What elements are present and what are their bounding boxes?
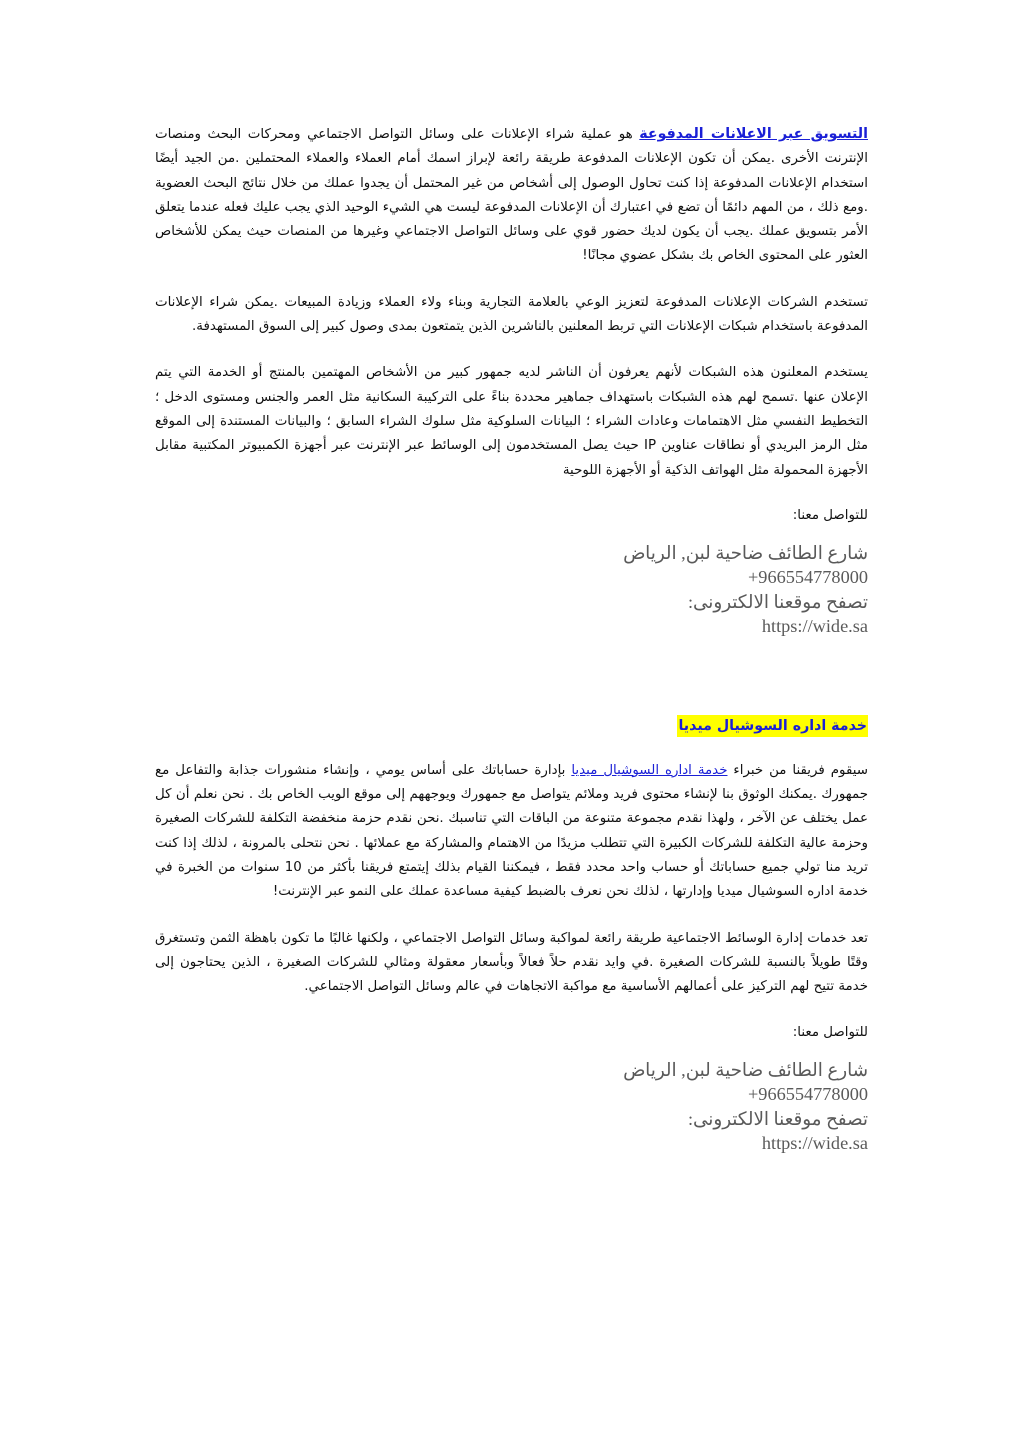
document-page xyxy=(155,122,868,1156)
paid-ads-usage-paragraph: تستخدم الشركات الإعلانات المدفوعة لتعزيز الوعي بالعلامة التجارية وبناء ولاء العملاء وزيادة المبيعات .يمكن شراء الإعلانات المدفوعة باستخدام شبكات الإعلانات التي تربط المعلنين بالناشرين الذين يتمتعون بمدى وصول كبير إلى السوق المستهدفة. xyxy=(155,294,868,335)
section-heading-wrap xyxy=(155,715,868,737)
social-media-link[interactable]: خدمة اداره السوشيال ميديا xyxy=(571,762,728,778)
intro-paragraph xyxy=(155,122,868,269)
contact-block xyxy=(155,541,868,639)
contact-phone-2: +966554778000 xyxy=(748,1084,868,1105)
contact-website-label-2: تصفح موقعنا الالكترونى: xyxy=(687,1108,868,1129)
contact-block-2 xyxy=(155,1058,868,1156)
paid-ads-link[interactable]: التسويق عبر الاعلانات المدفوعة xyxy=(639,126,868,142)
intro-paragraph-text: هو عملية شراء الإعلانات على وسائل التواصل الاجتماعي ومحركات البحث ومنصات الإنترنت الأخرى .يمكن أن تكون الإعلانات المدفوعة طريقة رائعة لإبراز اسمك أمام العملاء والعملاء المحتملين .من الجيد أيضًا استخدام الإعلانات المدفوعة إذا كنت تحاول الوصول إلى أشخاص من غير المحتمل أن يجدوا عملك من خلال نتائج البحث العضوية .ومع ذلك ، من المهم دائمًا أن تضع في اعتبارك أن الإعلانات المدفوعة ليست هي الشيء الوحيد الذي يجب عليك فعله عندما يتعلق الأمر بتسويق عملك .يجب أن يكون لديك حضور قوي على وسائل التواصل الاجتماعي وغيرها من المنصات حيث يمكن للأشخاص العثور على المحتوى الخاص بك بشكل عضوي مجانًا! xyxy=(155,127,868,264)
contact-label: للتواصل معنا: xyxy=(792,507,868,523)
social-media-paragraph-start: سيقوم فريقنا من خبراء xyxy=(727,762,868,778)
contact-website[interactable]: https://wide.sa xyxy=(761,616,868,637)
contact-label-2: للتواصل معنا: xyxy=(792,1024,868,1040)
social-media-paragraph xyxy=(155,759,868,905)
contact-website-2[interactable]: https://wide.sa xyxy=(761,1133,868,1154)
ad-networks-paragraph: يستخدم المعلنون هذه الشبكات لأنهم يعرفون أن الناشر لديه جمهور كبير من الأشخاص المهتمين بالمنتج أو الخدمة التي يتم الإعلان عنها .تسمح لهم هذه الشبكات باستهداف جماهير محددة بناءً على التركيبة السكانية مثل العمر والجنس ومستوى الدخل ؛ التخطيط النفسي مثل الاهتمامات وعادات الشراء ؛ البيانات السلوكية مثل سلوك الشراء السابق ؛ والبيانات المستندة إلى الموقع مثل الرمز البريدي أو نطاقات عناوين IP حيث يصل المستخدمون إلى الوسائط عبر الإنترنت عبر أجهزة الكمبيوتر المكتبية مقابل الأجهزة المحمولة مثل الهواتف الذكية أو الأجهزة اللوحية xyxy=(155,365,868,478)
social-media-services-paragraph: تعد خدمات إدارة الوسائط الاجتماعية طريقة رائعة لمواكبة وسائل التواصل الاجتماعي ، ولكنها غالبًا ما تكون باهظة الثمن وتستغرق وقتًا طويلاً بالنسبة للشركات الصغيرة .في وايد نقدم حلاً فعالاً وبأسعار معقولة ومثالي للشركات الصغيرة ، الذين يحتاجون إلى خدمة تتيح لهم التركيز على أعمالهم الأساسية مع مواكبة الاتجاهات في عالم وسائل التواصل الاجتماعي. xyxy=(155,930,868,995)
contact-address: شارع الطائف ضاحية لبن, الرياض xyxy=(623,542,868,563)
section-heading: خدمة اداره السوشيال ميديا xyxy=(677,715,868,737)
contact-website-label: تصفح موقعنا الالكترونى: xyxy=(687,591,868,612)
social-media-paragraph-text: بإدارة حساباتك على أساس يومي ، وإنشاء منشورات جذابة والتفاعل مع جمهورك .يمكنك الوثوق بنا لإنشاء محتوى فريد وملائم يتواصل مع جمهورك ويوجههم إلى موقع الويب الخاص بك . نحن نعلم أن كل عمل يختلف عن الآخر ، ولهذا نقدم مجموعة متنوعة من الباقات التي تناسبك .نحن نقدم حزمة منخفضة التكلفة للشركات الصغيرة وحزمة عالية التكلفة للشركات الكبيرة التي تتطلب مزيدًا من الاهتمام والمشاركة مع عملائها . نحن نتحلى بالمرونة ، لذلك إذا كنت تريد منا تولي جميع حساباتك أو حساب واحد محدد فقط ، فيمكننا القيام بذلك إيتمتع فريقنا بأكثر من 10 سنوات من الخبرة في خدمة اداره السوشيال ميديا وإدارتها ، لذلك نحن نعرف بالضبط كيفية مساعدة عملك على النمو عبر الإنترنت! xyxy=(155,762,868,900)
contact-phone: +966554778000 xyxy=(748,567,868,588)
contact-address-2: شارع الطائف ضاحية لبن, الرياض xyxy=(623,1059,868,1080)
